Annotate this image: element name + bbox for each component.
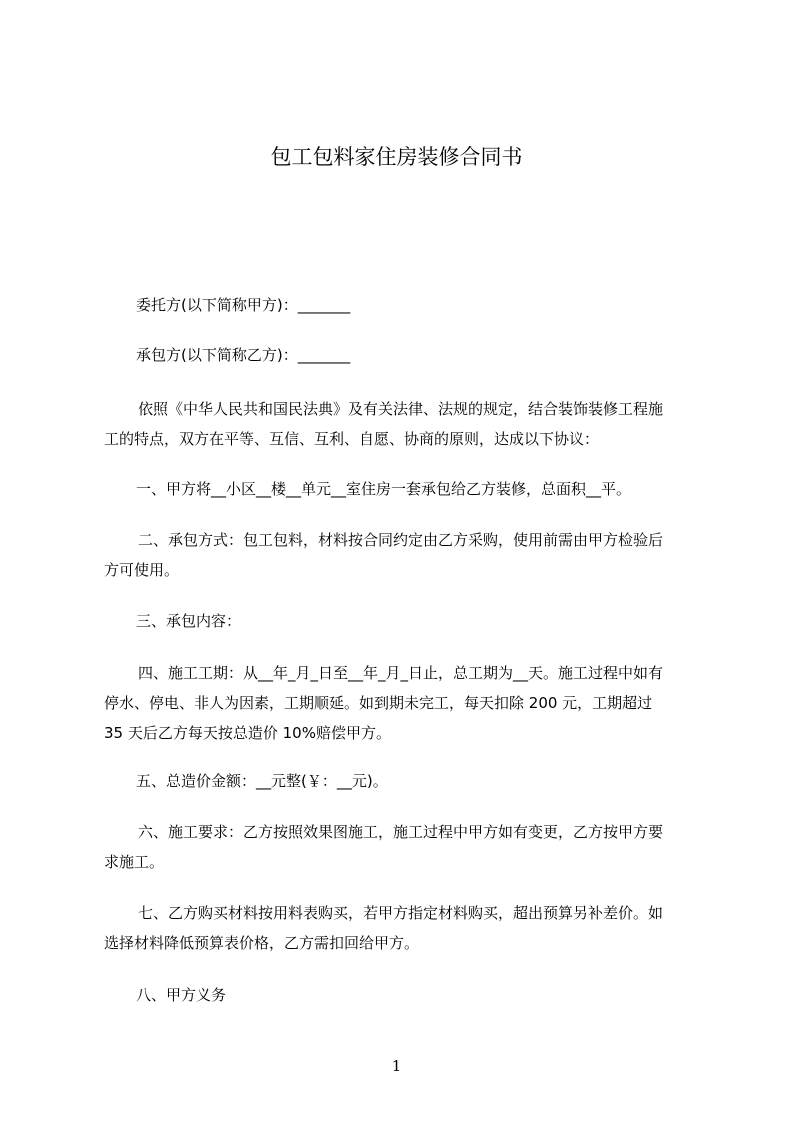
paragraph-clause-7 [104,898,704,958]
paragraph-clause-5 [136,766,736,796]
paragraph-line: 八、甲方义务 [136,986,227,1004]
paragraph-line: 六、施工要求：乙方按照效果图施工，施工过程中甲方如有变更，乙方按甲方要 [138,823,664,841]
paragraph-clause-8 [136,980,736,1010]
paragraph-line: 求施工。 [104,853,165,871]
paragraph-contractor [136,340,736,370]
paragraph-clause-4 [104,658,704,748]
paragraph-line: 停水、停电、非人为因素，工期顺延。如到期未完工，每天扣除 200 元，工期超过 [104,694,653,712]
paragraph-line: 35 天后乙方每天按总造价 10%赔偿甲方。 [104,724,391,742]
paragraph-line: 一、甲方将__小区__楼__单元__室住房一套承包给乙方装修，总面积__平。 [136,480,632,498]
paragraph-clause-3 [136,606,736,636]
paragraph-line: 四、施工工期：从__年_月_日至__年_月_日止，总工期为__天。施工过程中如有 [138,664,664,682]
paragraph-clause-6 [104,817,704,877]
paragraph-line: 委托方(以下简称甲方)：_______ [136,296,351,314]
page-number: 1 [391,1057,402,1075]
paragraph-line: 工的特点，双方在平等、互信、互利、自愿、协商的原则，达成以下协议： [104,430,600,448]
paragraph-line: 七、乙方购买材料按用料表购买，若甲方指定材料购买，超出预算另补差价。如 [138,904,664,922]
paragraph-line: 选择材料降低预算表价格，乙方需扣回给甲方。 [104,934,420,952]
paragraph-line: 五、总造价金额：__元整(￥：__元)。 [136,772,388,790]
paragraph-clause-1 [136,474,736,504]
paragraph-line: 方可使用。 [104,561,180,579]
paragraph-line: 二、承包方式：包工包料，材料按合同约定由乙方采购，使用前需由甲方检验后 [138,531,664,549]
paragraph-client [136,290,736,320]
paragraph-preamble [104,394,704,454]
paragraph-clause-2 [104,525,704,585]
paragraph-line: 依照《中华人民共和国民法典》及有关法律、法规的规定，结合装饰装修工程施 [138,400,664,418]
paragraph-line: 三、承包内容： [136,612,242,630]
paragraph-line: 承包方(以下简称乙方)：_______ [136,346,351,364]
document-title: 包工包料家住房装修合同书 [270,145,523,169]
